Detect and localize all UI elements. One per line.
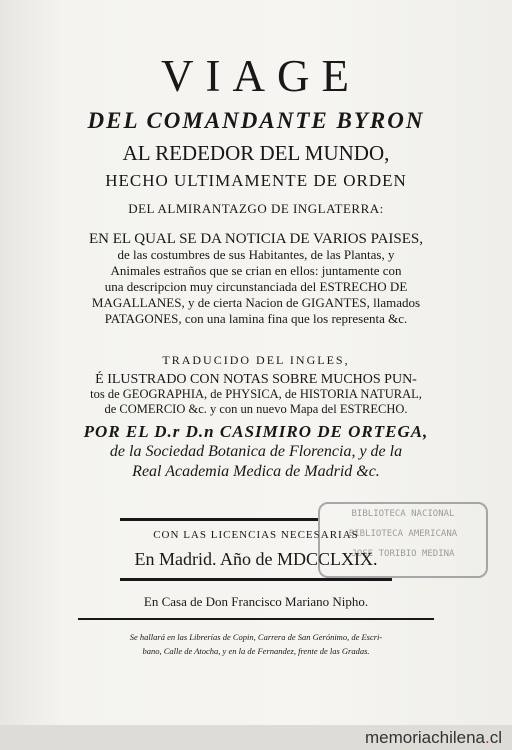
author-block [0,422,512,482]
description-line: MAGALLANES, y de cierta Nacion de GIGANTES, llamados [91,295,421,310]
illustrated-block [0,372,512,417]
divider-rule [120,578,392,581]
licenses-note: CON LAS LICENCIAS NECESARIAS [153,529,359,541]
book-title: VIAGE [161,51,361,101]
illustrated-line: de COMERCIO &c. y con un nuevo Mapa del ESTRECHO. [104,402,408,416]
illustrated-line: tos de GEOGRAPHIA, de PHYSICA, de HISTORIA NATURAL, [90,387,422,401]
subtitle-almirantazgo: DEL ALMIRANTAZGO DE INGLATERRA: [128,201,384,216]
description-line: una descripcion muy circunstanciada del ESTRECHO DE [104,279,408,294]
place-year: En Madrid. Año de MDCCLXIX. [134,549,378,569]
author-line: de la Sociedad Botanica de Florencia, y de la [109,443,403,460]
description-line: de las costumbres de sus Habitantes, de las Plantas, y [117,247,395,262]
subtitle-orden: HECHO ULTIMAMENTE DE ORDEN [105,171,407,190]
footer-line: Se hallará en las Librerías de Copin, Carrera de San Gerónimo, de Escri- [129,632,383,642]
watermark-name: memoriachilena [364,728,485,747]
watermark-dot: . [484,728,490,747]
description-line: PATAGONES, con una lamina fina que los representa &c. [104,311,408,326]
footer-line: bano, Calle de Atocha, y en la de Fernandez, frente de las Gradas. [142,646,370,656]
stamp-line: JOSE TORIBIO MEDINA [351,549,455,559]
printer-line: En Casa de Don Francisco Mariano Nipho. [143,594,369,609]
footer-block [0,630,512,658]
watermark-logo [365,728,502,748]
divider-rule [120,518,318,521]
subtitle-mundo: AL REDEDOR DEL MUNDO, [122,141,390,165]
stamp-line: BIBLIOTECA AMERICANA [348,529,458,539]
subtitle-byron: DEL COMANDANTE BYRON [87,108,425,133]
library-stamp [318,502,488,578]
translated-note: TRADUCIDO DEL INGLES, [162,353,350,367]
description-block [0,231,512,327]
author-line: POR EL D.r D.n CASIMIRO DE ORTEGA, [83,422,429,441]
description-line: Animales estraños que se crian en ellos: juntamente con [110,263,402,278]
illustrated-line: É ILUSTRADO CON NOTAS SOBRE MUCHOS PUN- [95,372,417,387]
divider-rule [78,618,434,620]
description-line: EN EL QUAL SE DA NOTICIA DE VARIOS PAISES, [88,231,424,247]
author-line: Real Academia Medica de Madrid &c. [132,463,380,480]
stamp-line: BIBLIOTECA NACIONAL [351,509,455,519]
watermark-tld: cl [489,728,502,747]
